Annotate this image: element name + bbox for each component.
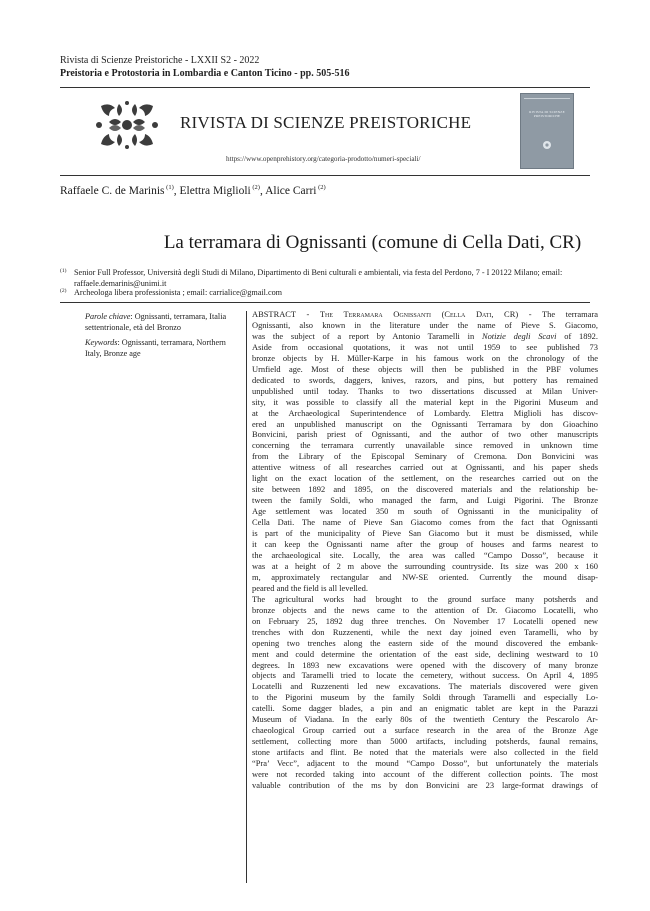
keywords-english: Keywords: Ognissanti, terramara, Northern Italy, Bronze age (85, 338, 226, 358)
abstract-text (252, 320, 598, 791)
affiliation-text: Senior Full Professor, Università degli Studi di Milano, Dipartimento di Beni culturali e ambientali, via festa del Perdono, 7 - I 20122 Milano; email: raffaele.demarinis@unimi.it (74, 268, 563, 288)
abstract-line: Locatelli and Ruzzenenti led new excavations. The materials discovered were given (252, 681, 598, 692)
affiliation-text: Archeologa libera professionista ; email: carrialice@gmail.com (74, 288, 283, 297)
abstract-line: Urnfield age. Most of these objects will then be published in the PBF volumes (252, 363, 598, 374)
abstract-line: sity, it was possible to classify all the material kept in the Pigorini Museum and (252, 396, 598, 407)
abstract-line: the archaeological site. Locally, the area was called “Campo Dosso”, because it (252, 549, 598, 560)
cover-top-line (524, 98, 570, 101)
abstract-line: attentive witness of all researches carried out at Ognissanti, and his paper sheds (252, 462, 598, 473)
cover-emblem-icon (542, 140, 552, 150)
abstract-line: concerning the terramara currently unavailable since removed in unknown time (252, 440, 598, 451)
author-affiliation-mark: (2) (318, 184, 326, 191)
abstract-line: were not recorded taking into account of the different collection points. The most (252, 769, 598, 780)
author-list (60, 184, 326, 197)
abstract-line: dedicated to swords, daggers, knives, razors, and pins, but pottery has remained (252, 374, 598, 385)
abstract-line: trenches with don Ruzzenenti, while the next day joined even Taramelli, who by (252, 626, 598, 637)
abstract-line: “Pra’ Vecc”, adjacent to the mound “Campo Dosso”, but unfortunately the materials (252, 758, 598, 769)
abstract-line: objects and Taramelli tried to locate the cemetery, without success. On April 4, 1895 (252, 670, 598, 681)
abstract-line: light on the exact location of the settlement, on the researches carried out on the (252, 473, 598, 484)
abstract-line: degrees. In 1893 new excavations were opened with the discovery of many bronze (252, 659, 598, 670)
abstract-body (252, 309, 598, 791)
journal-masthead-title: RIVISTA DI SCIENZE PREISTORICHE (180, 113, 472, 132)
abstract-line: ment and could determine the orientation of the east side, declining westward to 10 (252, 648, 598, 659)
abstract-line: was at a height of 2 m above the surrounding countryside. Its size was 200 x 160 (252, 560, 598, 571)
cover-title: RIVISTA DI SCIENZE PREISTORICHE (529, 110, 565, 118)
abstract-line: chaeological Group carried out a surface research in the area of the Bronze Age (252, 725, 598, 736)
abstract-heading: ABSTRACT - The Terramara Ognissanti (Cella Dati, CR) - The terramara (252, 309, 598, 319)
abstract-line: The agricultural works had brought to the ground surface many potsherds and (252, 593, 598, 604)
abstract-line: from the Library of the Episcopal Seminary of Cremona. Don Bonvicini was (252, 451, 598, 462)
header-top-rule (60, 87, 590, 88)
author-affiliation-mark: (2) (252, 184, 260, 191)
author-name: , Elettra Miglioli (173, 184, 251, 197)
article-title: La terramara di Ognissanti (comune di Cella Dati, CR) (163, 232, 582, 253)
abstract-line: valuable contribution of the ms by don Bonvicini are 23 large-format drawings of (252, 779, 598, 790)
abstract-line: peared and the field is all levelled. (252, 582, 368, 593)
affiliation-1 (60, 268, 600, 289)
abstract-line: Age settlement was located 350 m south of Ognissanti in the municipality of (252, 506, 598, 517)
affiliation-2 (60, 288, 600, 299)
abstract-line: was the subject of a report by Antonio Taramelli in Notizie degli Scavi of 1892. (252, 330, 598, 341)
author-affiliation-mark: (1) (166, 184, 174, 191)
keywords-block (85, 312, 235, 364)
abstract-line: it can keep the Ognissanti name after the group of houses and farms nearest to (252, 539, 598, 550)
abstract-line: opening two trenches along the eastern side of the mound discovered the embank- (252, 637, 598, 648)
affiliation-rule (60, 302, 590, 303)
abstract-line: at the Archaeological Superintendence of Lombardy. Elettra Miglioli has discov- (252, 407, 598, 418)
abstract-line: unpublished until today. Thanks to two dissertations discussed at Milan Univer- (252, 385, 598, 396)
abstract-line: bronze objects by H. Müller-Karpe in his famous work on the chronology of the (252, 352, 598, 363)
abstract-line: settlement, collecting more than 5000 artifacts, including potsherds, faunal remains, (252, 736, 598, 747)
journal-url[interactable]: https://www.openprehistory.org/categoria-prodotto/numeri-speciali/ (226, 155, 421, 163)
abstract-line: to the Pigorini museum by the family Soldi through Taramelli and especially Lo- (252, 692, 598, 703)
abstract-line: is part of the municipality of Pieve San Giacomo but it must be dismissed, while (252, 528, 598, 539)
affiliation-number: (2) (60, 288, 67, 294)
abstract-line: Bonvicini, parish priest of Ognissanti, and the author of two other manuscripts (252, 429, 598, 440)
author-name: , Alice Carri (259, 184, 317, 197)
keywords-italian: Parole chiave: Ognissanti, terramara, Italia settentrionale, età del Bronzo (85, 312, 227, 332)
abstract-line: on February 25, 1892 dug three trenches. On November 17 Locatelli opened new (252, 615, 598, 626)
abstract-line: Aside from occasional quotations, it was not until 1959 to see published 73 (252, 341, 598, 352)
abstract-line: catelli. Some dagger blades, a pin and an enigmatic tablet are kept in the Parazzi (252, 703, 598, 714)
abstract-line: Cella Dati. The name of Pieve San Giacomo comes from the fact that Ognissanti (252, 517, 598, 528)
journal-cover-thumbnail (520, 93, 574, 169)
journal-section-line: Preistoria e Protostoria in Lombardia e Canton Ticino - pp. 505-516 (60, 68, 350, 79)
abstract-line: bronze objects and the news came to the attention of Dr. Giacomo Locatelli, who (252, 604, 598, 615)
affiliation-number: (1) (60, 268, 67, 274)
author-name: Raffaele C. de Marinis (60, 184, 165, 197)
column-divider (246, 311, 247, 883)
abstract-line: m, approximately rectangular and NW-SE oriented. Currently the mound disap- (252, 571, 598, 582)
journal-issue-line: Rivista di Scienze Preistoriche - LXXII S2 - 2022 (60, 55, 260, 66)
abstract-line: Ognissanti, also known in the literature under the name of Pieve S. Giacomo, (252, 319, 598, 330)
abstract-line: stone artifacts and flint. Be noted that the materials were also collected in the field (252, 747, 598, 758)
header-bottom-rule (60, 175, 590, 176)
abstract-line: Museum of Viadana. In the early 80s of the twentieth Century the Pescarolo Ar- (252, 714, 598, 725)
ornamental-logo-icon (95, 100, 159, 150)
abstract-line: ered an unpublished manuscript on the Ognissanti Terramara by don Gioachino (252, 418, 598, 429)
abstract-line: site between 1892 and 1895, on the discovered materials and the relationship be- (252, 484, 598, 495)
abstract-line: tween the family Soldi, who managed the farm, and Luigi Pigorini. The Bronze (252, 495, 598, 506)
